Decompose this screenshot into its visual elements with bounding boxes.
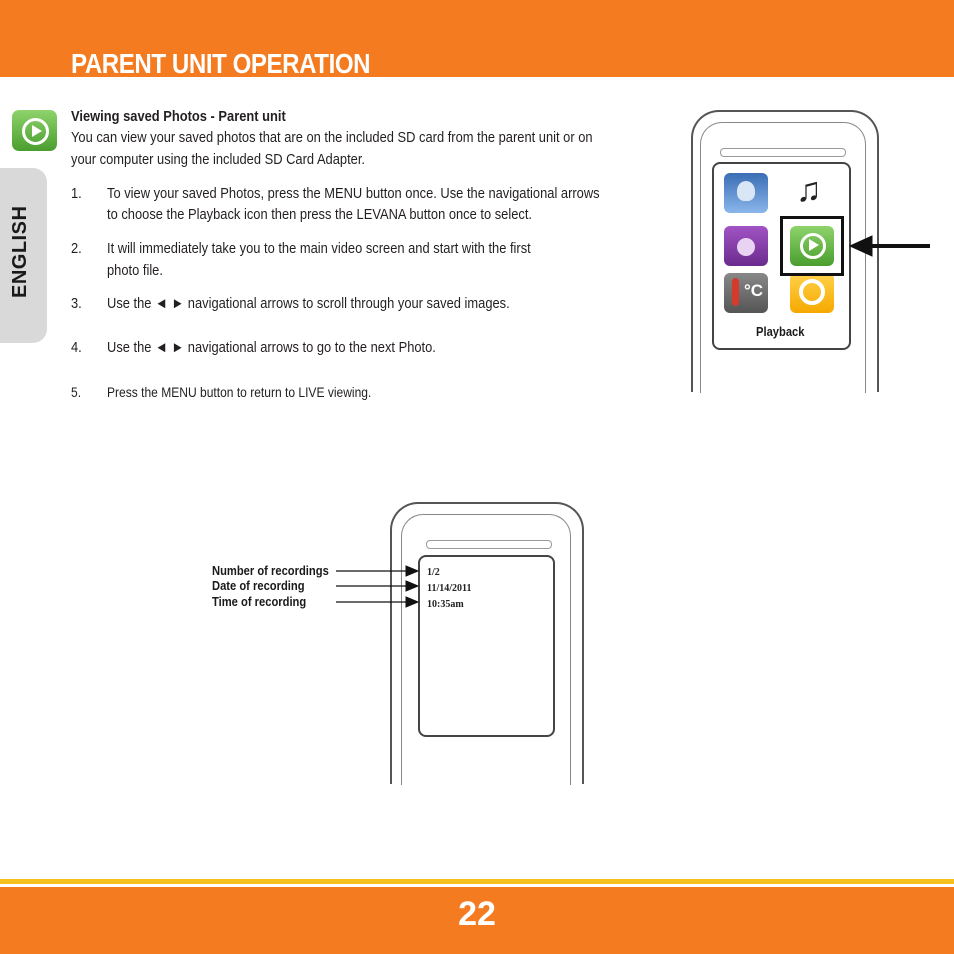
callout-date-arrow — [336, 581, 418, 591]
step-4-post: navigational arrows to go to the next Photo. — [187, 339, 436, 356]
section-heading: Viewing saved Photos - Parent unit — [71, 108, 286, 125]
callout-time-arrow — [336, 597, 418, 607]
left-right-arrows-icon: ◄ ► — [155, 295, 185, 312]
step-4-pre: Use the — [107, 339, 152, 356]
step-1-line-1: To view your saved Photos, press the MENU button once. Use the navigational arrows — [107, 185, 600, 202]
selected-menu-label: Playback — [756, 324, 805, 339]
step-number-3: 3. — [71, 295, 82, 312]
page-title: PARENT UNIT OPERATION — [71, 48, 371, 79]
step-number-4: 4. — [71, 339, 82, 356]
intro-line-1: You can view your saved photos that are on the included SD card from the parent unit or on — [71, 129, 593, 146]
step-5-line: Press the MENU button to return to LIVE viewing. — [107, 384, 372, 400]
callout-count-label: Number of recordings — [212, 563, 329, 578]
recording-time: 10:35am — [427, 599, 464, 610]
step-1-line-2: to choose the Playback icon then press the LEVANA button once to select. — [107, 206, 533, 223]
recording-date: 11/14/2011 — [427, 583, 472, 594]
recording-count: 1/2 — [427, 567, 440, 578]
selection-pointer-arrow — [850, 236, 930, 256]
left-right-arrows-icon: ◄ ► — [155, 339, 185, 356]
step-2-line-1: It will immediately take you to the main video screen and start with the first — [107, 240, 531, 257]
footer-stripe — [0, 879, 954, 884]
step-3-pre: Use the — [107, 295, 152, 312]
language-label: ENGLISH — [9, 205, 31, 298]
step-number-1: 1. — [71, 185, 82, 202]
callout-count-arrow — [336, 566, 418, 576]
step-2-line-2: photo file. — [107, 262, 163, 279]
callout-date-label: Date of recording — [212, 578, 305, 593]
step-3-post: navigational arrows to scroll through your saved images. — [187, 295, 510, 312]
step-number-2: 2. — [71, 240, 82, 257]
step-number-5: 5. — [71, 384, 82, 400]
intro-line-2: your computer using the included SD Card Adapter. — [71, 151, 366, 168]
page-number: 22 — [458, 895, 496, 933]
callout-time-label: Time of recording — [212, 594, 307, 609]
